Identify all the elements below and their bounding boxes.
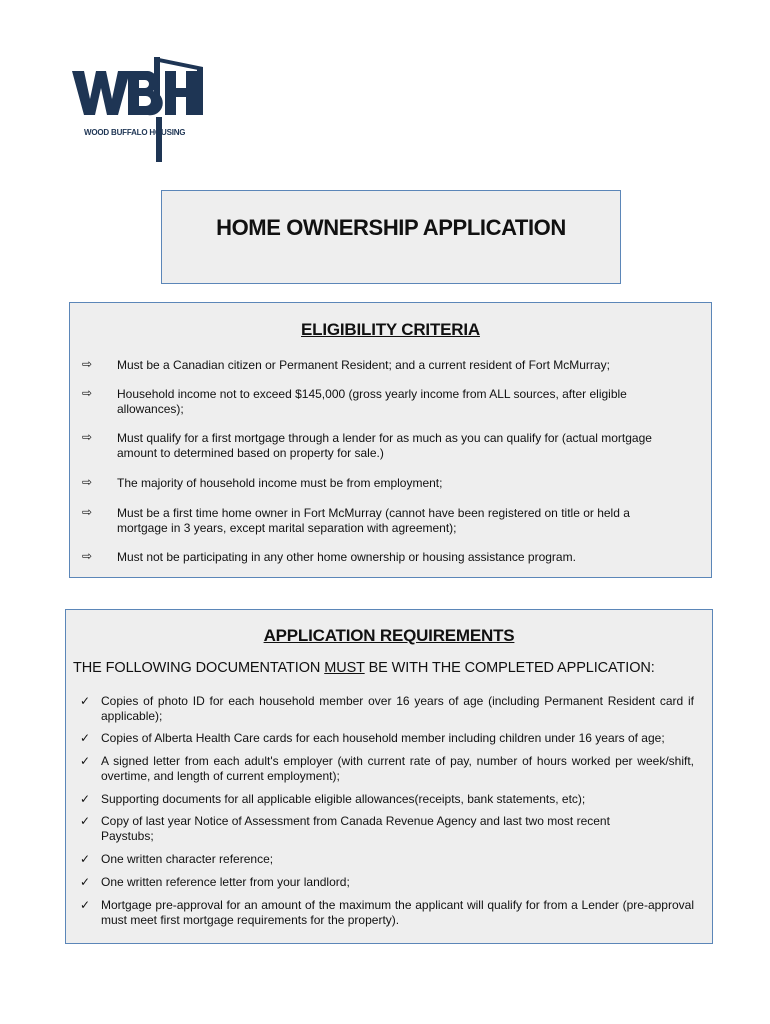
arrow-right-outline-icon: ⇨ <box>82 386 93 400</box>
lead-text-start: THE FOLLOWING DOCUMENTATION <box>73 660 325 676</box>
criteria-text: Must be a Canadian citizen or Permanent Resident; and a current resident of Fort McMurray; <box>117 358 610 372</box>
arrow-right-outline-icon: ⇨ <box>82 430 93 444</box>
eligibility-heading: ELIGIBILITY CRITERIA <box>301 320 480 339</box>
lead-text-end: BE WITH THE COMPLETED APPLICATION: <box>364 660 655 676</box>
lead-emphasis: MUST <box>324 660 365 676</box>
checkmark-icon: ✓ <box>80 852 91 866</box>
requirement-text: One written reference letter from your landlord; <box>101 875 350 889</box>
requirement-text: Supporting documents for all applicable eligible allowances(receipts, bank statements, etc); <box>101 792 586 806</box>
checkmark-icon: ✓ <box>80 792 91 806</box>
arrow-right-outline-icon: ⇨ <box>82 357 93 371</box>
checkmark-icon: ✓ <box>80 694 91 708</box>
requirement-text: Mortgage pre-approval for an amount of the maximum the applicant will qualify for from a Lender (pre-approval must meet first mortgage requirements for the property). <box>101 898 694 927</box>
requirement-text: Copy of last year Notice of Assessment from Canada Revenue Agency and last two most recent Paystubs; <box>101 814 610 843</box>
checkmark-icon: ✓ <box>80 875 91 889</box>
criteria-text: Must not be participating in any other home ownership or housing assistance program. <box>117 550 576 564</box>
checkmark-icon: ✓ <box>80 754 91 768</box>
requirement-text: Copies of photo ID for each household member over 16 years of age (including Permanent Resident card if applicable); <box>101 694 694 723</box>
checkmark-icon: ✓ <box>80 898 91 912</box>
arrow-right-outline-icon: ⇨ <box>82 549 93 563</box>
arrow-right-outline-icon: ⇨ <box>82 475 93 489</box>
criteria-text: The majority of household income must be from employment; <box>117 476 443 490</box>
wbh-logo-mark <box>70 55 210 165</box>
logo-tagline: WOOD BUFFALO HOUSING <box>84 128 186 137</box>
requirements-lead <box>73 660 655 676</box>
title-box <box>161 190 621 284</box>
criteria-text: Must be a first time home owner in Fort McMurray (cannot have been registered on title or held a mortgage in 3 years, except marital separation with agreement); <box>117 506 630 535</box>
criteria-text: Household income not to exceed $145,000 (gross yearly income from ALL sources, after eligible allowances); <box>117 387 627 416</box>
criteria-text: Must qualify for a first mortgage through a lender for as much as you can qualify for (actual mortgage amount to determined based on property for sale.) <box>117 431 652 460</box>
eligibility-criteria-section <box>69 302 712 578</box>
checkmark-icon: ✓ <box>80 731 91 745</box>
requirement-text: Copies of Alberta Health Care cards for each household member including children under 16 years of age; <box>101 731 665 745</box>
requirements-heading: APPLICATION REQUIREMENTS <box>263 626 515 645</box>
requirement-text: A signed letter from each adult's employer (with current rate of pay, number of hours worked per week/shift, overtime, and length of current employment); <box>101 754 694 783</box>
page-title: HOME OWNERSHIP APPLICATION <box>216 215 566 240</box>
checkmark-icon: ✓ <box>80 814 91 828</box>
application-requirements-section <box>65 609 713 944</box>
arrow-right-outline-icon: ⇨ <box>82 505 93 519</box>
wbh-logo <box>70 55 210 165</box>
requirement-text: One written character reference; <box>101 852 274 866</box>
